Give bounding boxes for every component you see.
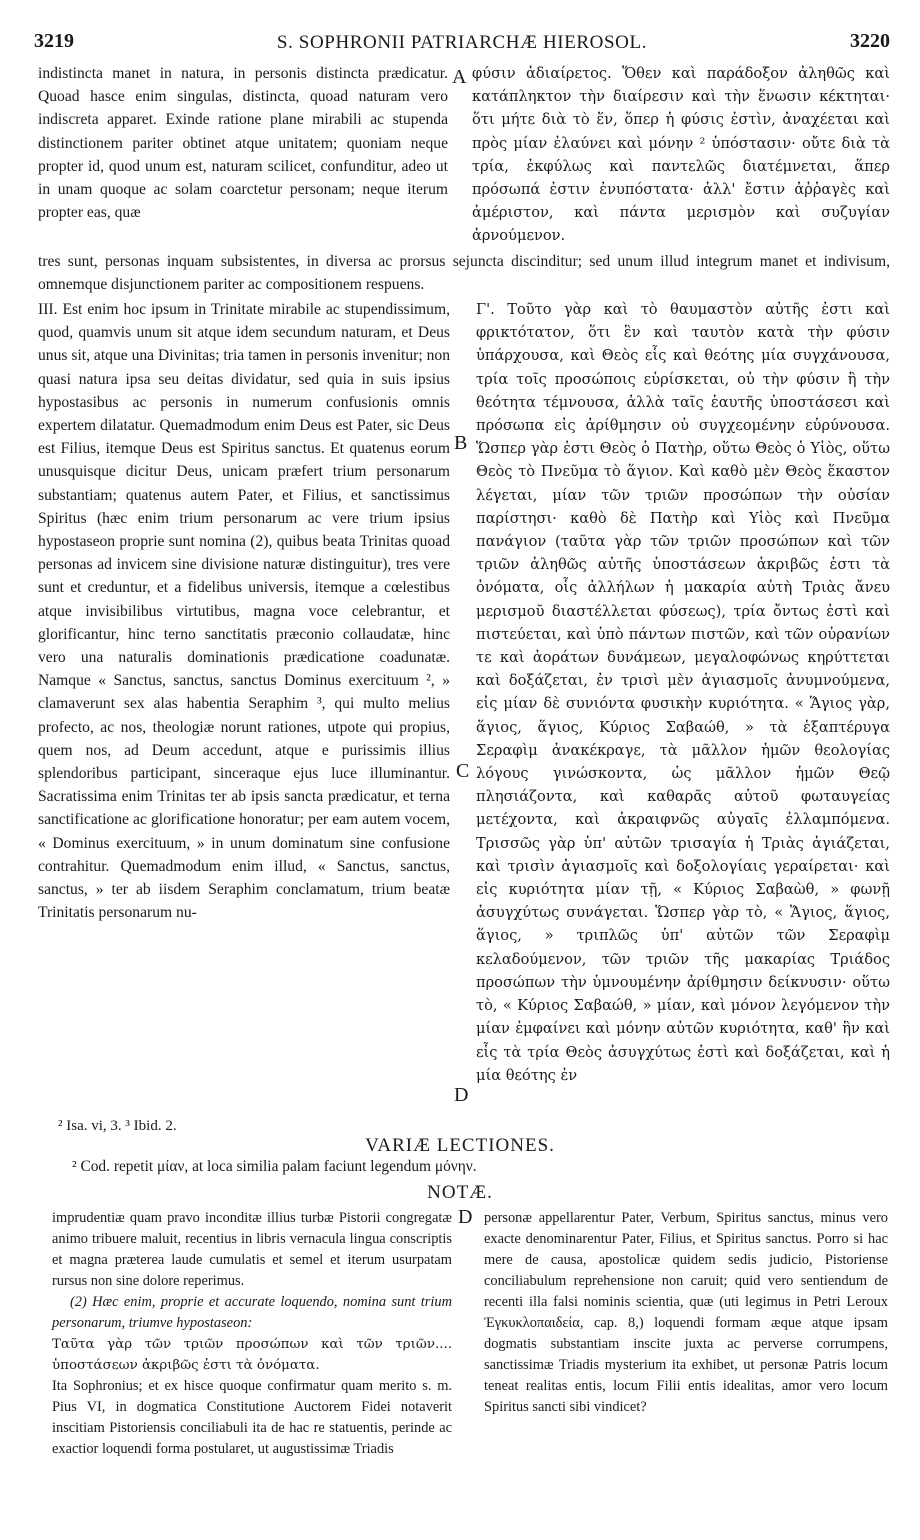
margin-marker-d: D xyxy=(454,1084,469,1106)
notae-heading: NOTÆ. xyxy=(427,1182,493,1203)
notes-right-column: personæ appellarentur Pater, Verbum, Spiritus sanctus, minus vero exacte denominarentur Pater, Filius, et Spiritus sanctus. Porro si hac mere de causa, apostolicæ quidem sedis judicio, Pistoriense conciliabulum reprehensione non caruit; quid vero sentiendum de recenti illa falsi nominis scientia, quæ (uti legimus in Petri Leroux Ἐγκυκλοπαιδεία, cap. 8,) loquendi formam æque atque ipsam dogmatis substantiam inscite juxta ac perverse corrumpens, sanctissimæ Triadis mysterium ita exhibet, ut personæ Patris locum teneat realitas entis, locum Filii entis idealitas, amor vero locum Spiritus sancti sibi vindicet? xyxy=(484,1210,888,1415)
note-2-continuation: Ita Sophronius; et ex hisce quoque confirmatur quam merito s. m. Pius VI, in dogmatica Constitutione Auctorem Fidei notaverit inscitiam Pistoriensis conciliabuli ita de hac re statuentis, perinde ac exactior loquendi forma postularet, ut augustissimæ Triadis xyxy=(52,1378,452,1457)
greek-section-iii: Γ'. Τοῦτο γὰρ καὶ τὸ θαυμαστὸν αὐτῆς ἐστι καὶ φρικτότατον, ὅτι ἓν καὶ ταυτὸν κατὰ τὴν φύσιν ὑπάρχουσα, καὶ Θεὸς εἷς καὶ θεότης μία συγχάνουσα, τρία τοῖς προσώποις εὑρίσκεται, οὐ τὴν φύσιν ἢ τὴν θεότητα τέμνουσα, ἀλλὰ ταῖς ἑαυτῆς ὑποστάσεσι καὶ πρόσωπα εἰς ἀρίθμησιν οὐ συγχεομένην εὐρύνουσα. Ὥσπερ γὰρ ἐστι Θεὸς ὁ Πατὴρ, οὕτω Θεὸς ὁ Υἱὸς, οὕτω Θεὸς τὸ Πνεῦμα τὸ ἅγιον. Καὶ καθὸ μὲν Θεὸς ἕκαστον λέγεται, μίαν τῶν τριῶν προσώπων τὴν οὐσίαν παρίστησι· καθὸ δὲ Πατὴρ καὶ Υἱὸς καὶ Πνεῦμα πανάγιον (ταῦτα γὰρ τῶν τριῶν προσώπων καὶ τῶν τριῶν ἀληθῶς αὐτῆς ὑποστάσεων ἀκριβῶς ἐστι τὰ ὀνόματα, οἷς ἀλλήλων ἡ μακαρία αὐτὴ Τριὰς ἄνευ μερισμοῦ διαστέλλεται φύσεως), τρία ὄντως ἐστὶ καὶ πιστεύεται, καὶ ὑπὸ πάντων πιστῶν, καὶ τῶν οὐρανίων τε καὶ ἀοράτων δυνάμεων, μεγαλοφώνως κηρύττεται καὶ δοξάζεται, ἐν τρισὶ μὲν ἁγιασμοῖς ἀνυμνούμενα, εἰς μίαν δὲ συνιόντα φυσικὴν κυριότητα. « Ἅγιος γὰρ, ἅγιος, ἅγιος, Κύριος Σαβαώθ, » τὰ ἑξαπτέρυγα Σεραφὶμ ἀνακέκραγε, τὰ μᾶλλον ἡμῶν θεολογίας λόγους γινώσκοντα, ὡς μᾶλλον ἡμῶν Θεῷ πλησιάζοντα, καὶ καθαρᾶς αὐτοῦ φωταυγείας μετέχοντα, καὶ ἀκραιφνῶς αὐγαῖς ἐλλαμπόμενα. Τρισσῶς γὰρ ὑπ' αὐτῶν τρισαγία ἡ Τριὰς ἁγιάζεται, καὶ τρισὶν ἁγιασμοῖς καὶ δοξολογίαις γεραίρεται· καὶ εἰς κυριότητα μίαν τῇ, « Κύριος Σαβαὼθ, » φωνῇ ἀσυγχύτως συνάγεται. Ὥσπερ γὰρ τὸ, « Ἅγιος, ἅγιος, ἅγιος, » τριπλῶς ὑπ' αὐτῶν τῶν Σεραφὶμ κελαδούμενον, τῶν τριῶν τῆς μακαρίας Τριάδος προσώπων τὴν ὑμνουμένην ἀρίθμησιν δείκνυσιν· οὕτω τὸ, « Κύριος Σαβαώθ, » μίαν, καὶ μόνον λεγόμενον τὴν μίαν ἐμφαίνει καὶ μόνην αὐτῶν κυριότητα, καθ' ἣν καὶ εἷς τὰ τρία Θεὸς ἀσυγχύτως ἐστὶ καὶ δοξάζεται, καὶ ἡ μία θεότης ἐν xyxy=(476,301,890,1084)
variae-lectiones-text: ² Cod. repetit μίαν, at loca similia palam faciunt legendum μόνην. xyxy=(72,1158,477,1175)
latin-top-column: indistincta manet in natura, in personis distincta prædicatur. Quoad hasce enim singulas, distincta, quoad naturam vero indiscreta apparet. Exinde ratione plane mirabili ac stupenda distinctionem pariter obtinet atque unitatem; quoniam neque propter id, quod unum est, naturam scilicet, confunditur, adeo ut in unam quoque ac solam coarctetur personam; neque iterum propter eas, quæ xyxy=(38,65,448,222)
footnotes: ² Isa. vi, 3. ³ Ibid. 2. xyxy=(58,1118,177,1134)
page-header xyxy=(34,30,890,58)
left-page-number: 3219 xyxy=(34,30,74,52)
right-page-number: 3220 xyxy=(850,30,890,52)
running-title: S. SOPHRONII PATRIARCHÆ HIEROSOL. xyxy=(276,32,648,53)
latin-full-width-text: tres sunt, personas inquam subsistentes, in diversa ac prorsus sejuncta discinditur; sed unum illud integrum manet et indivisum, omnemque disjunctionem pariter ac compositionem respuens. xyxy=(38,253,890,293)
margin-marker-d-notes: D xyxy=(458,1206,473,1228)
greek-top-column: φύσιν ἀδιαίρετος. Ὅθεν καὶ παράδοξον ἀληθῶς καὶ κατάπληκτον τὴν διαίρεσιν καὶ τὴν ἕνωσιν κέκτηται· ὅτι μήτε διὰ τὸ ἕν, ὅπερ ἡ φύσις ἐστὶν, ἀναχέεται καὶ πρὸς μίαν ἐλαύνει καὶ μόνην ² ὑπόστασιν· οὔτε διὰ τὰ τρία, ἐκφύλως καὶ παντελῶς διατέμνεται, ἅπερ πρόσωπά ἐστιν ἐνυπόστατα· ἀλλ' ἔστιν ἀῤῥαγὲς καὶ ἀμέριστον, καὶ πάντα μερισμὸν καὶ συζυγίαν ἀρνούμενον. xyxy=(472,65,890,245)
latin-section-iii: III. Est enim hoc ipsum in Trinitate mirabile ac stupendissimum, quod, quamvis unum sit atque idem secundum naturam, et Deus unus sit, atque una Divinitas; tria tamen in personis invenitur; non quasi natura ipsa seu deitas dividatur, sed quia in suis ipsius hypostasibus ac personis in numerum confusionis omnis expertem dilatatur. Quemadmodum enim Deus est Pater, sic Deus est Filius, itemque Deus est Spiritus sanctus. Et quatenus eorum unusquisque dicitur Deus, unicam præfert trium personarum substantiam; quatenus autem Pater, et Filius, et sanctissimus Spiritus (hæc enim trium personarum ac vere trium ipsius hypostaseon proprie sunt nomina (2), quibus beata Trinitas quoad personas ad invicem sine divisione naturæ distinguitur), tres vere sunt et creduntur, et a fidelibus universis, itemque a cœlestibus atque invisibilibus virtutibus, magna voce celebrantur, et glorificantur, hinc terno sanctitatis præconio collaudatæ, hinc vero una naturalis dominationis prædicatione coadunatæ. Namque « Sanctus, sanctus, sanctus Dominus exercituum ², » clamaverunt sex alas habentia Seraphim ³, qui multo melius profecto, ac nos, theologiæ norunt rationes, utpote qui propius, quem nos, ad Deum accedunt, atque e purissimis illius splendoribus participant, sinceraque ejus luce illuminantur. Sacratissima enim Trinitas ter ab ipsis sancta prædicatur, et terna sanctificatione ac glorificatione honoratur; per eam autem vocem, « Dominus exercituum, » in unum dominatum sine confusione contrahitur. Quemadmodum enim illud, « Sanctus, sanctus, sanctus, » ter ab iisdem Seraphim conclamatum, trium beatæ Trinitatis personarum nu- xyxy=(38,301,450,922)
margin-marker-a: A xyxy=(452,66,467,88)
margin-marker-c: C xyxy=(456,760,470,782)
note-2-lead: (2) Hæc enim, proprie et accurate loquendo, nomina sunt trium personarum, triumve hypostaseon: xyxy=(52,1294,452,1331)
variae-lectiones-heading: VARIÆ LECTIONES. xyxy=(365,1135,555,1156)
note-paragraph-1: imprudentiæ quam pravo inconditæ illius turbæ Pistorii congregatæ animo tribuere maluit, recentius in libris vernacula lingua conscriptis et magna præterea laude cumulatis et semel et iterum usurpatam rursus non sine dolore reperimus. xyxy=(52,1210,452,1289)
note-2-greek-quote: Ταῦτα γὰρ τῶν τριῶν προσώπων καὶ τῶν τριῶν.... ὑποστάσεων ἀκριβῶς ἐστι τὰ ὀνόματα. xyxy=(52,1337,452,1373)
margin-marker-b: B xyxy=(454,432,468,454)
notes-left-column xyxy=(52,1208,452,1460)
